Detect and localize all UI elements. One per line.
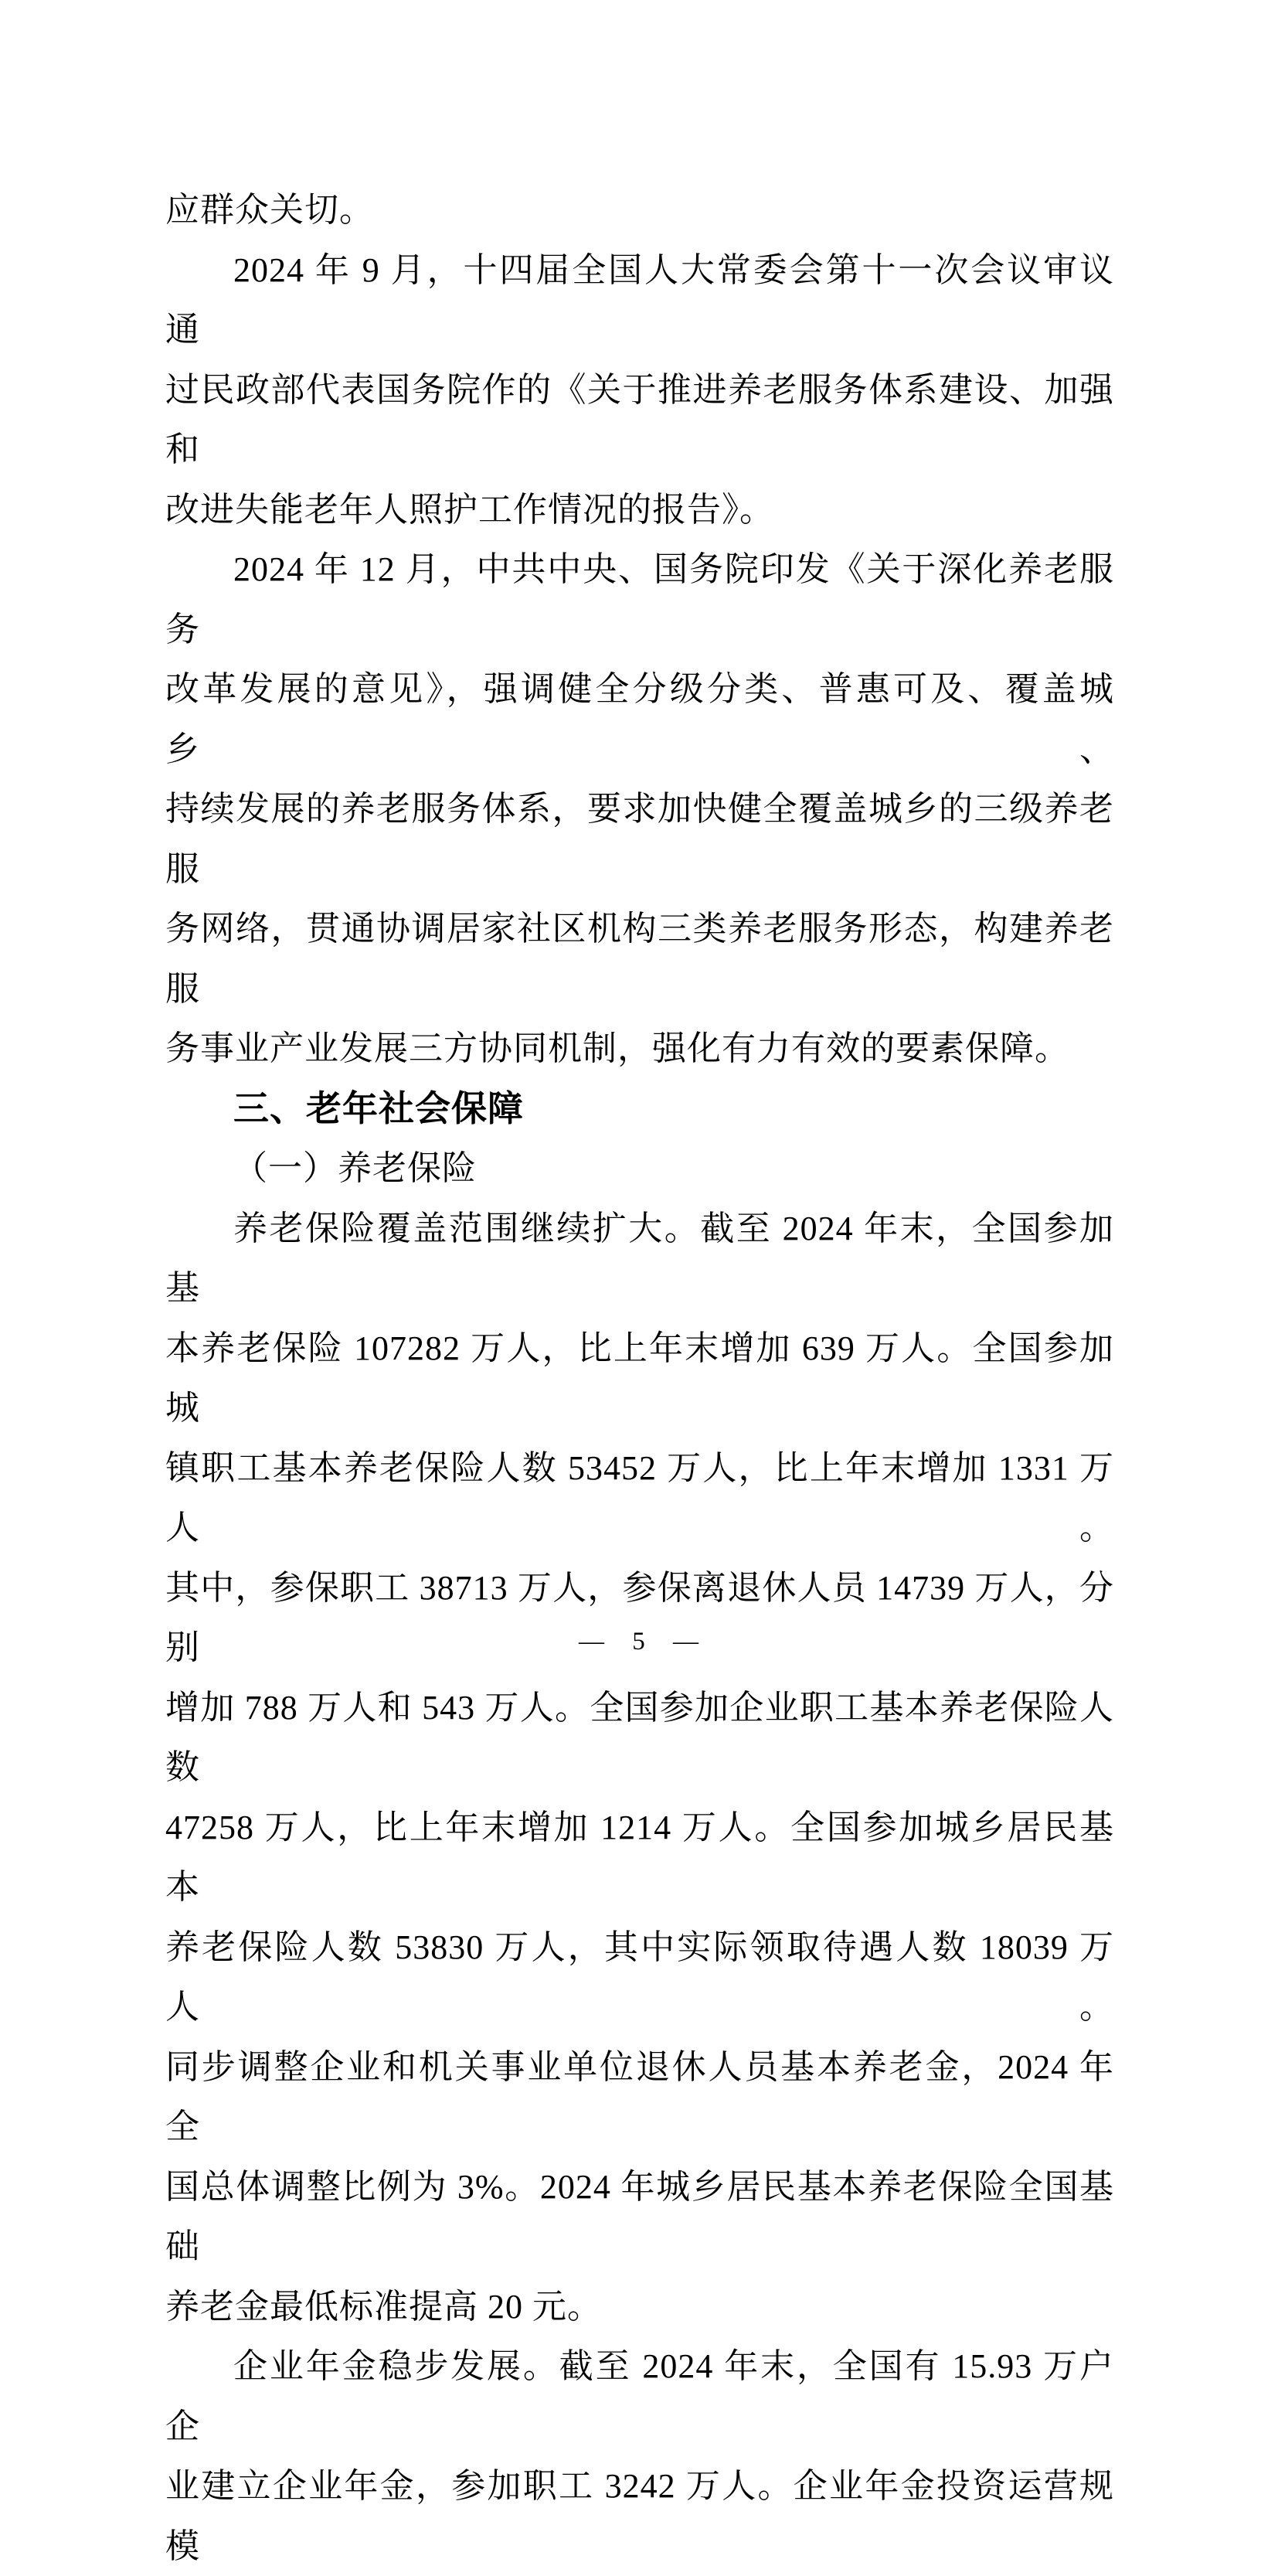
text-line: 增加 788 万人和 543 万人。全国参加企业职工基本养老保险人数 — [165, 1688, 1114, 1786]
text-line: 务事业产业发展三方协同机制，强化有力有效的要素保障。 — [165, 1029, 1069, 1067]
text-line: 47258 万人，比上年末增加 1214 万人。全国参加城乡居民基本 — [165, 1808, 1114, 1906]
text-line: 业建立企业年金，参加职工 3242 万人。企业年金投资运营规模 — [165, 2467, 1114, 2565]
text-line: 2024 年 9 月，十四届全国人大常委会第十一次会议审议通 — [165, 250, 1114, 349]
text-line: 同步调整企业和机关事业单位退休人员基本养老金，2024 年全 — [165, 2047, 1114, 2146]
text-line: 2024 年 12 月，中共中央、国务院印发《关于深化养老服务 — [165, 550, 1114, 648]
document-body — [165, 180, 1114, 2576]
text-line: 企业年金稳步发展。截至 2024 年末，全国有 15.93 万户企 — [165, 2347, 1114, 2445]
text-line: 改革发展的意见》，强调健全分级分类、普惠可及、覆盖城乡、 — [165, 670, 1114, 768]
text-line: 持续发展的养老服务体系，要求加快健全覆盖城乡的三级养老服 — [165, 790, 1114, 888]
subsection-heading: （一）养老保险 — [233, 1149, 477, 1187]
text-line: 务网络，贯通协调居家社区机构三类养老服务形态，构建养老服 — [165, 910, 1114, 1008]
text-line: 国总体调整比例为 3%。2024 年城乡居民基本养老保险全国基础 — [165, 2167, 1114, 2265]
text-line: 本养老保险 107282 万人，比上年末增加 639 万人。全国参加城 — [165, 1329, 1114, 1427]
text-line: 养老金最低标准提高 20 元。 — [165, 2287, 602, 2326]
page-number: — 5 — — [579, 1628, 699, 1656]
text-line: 改进失能老年人照护工作情况的报告》。 — [165, 490, 774, 529]
text-line: 应群众关切。 — [165, 191, 374, 229]
section-heading: 三、老年社会保障 — [233, 1087, 524, 1128]
text-line: 其中，参保职工 38713 万人，参保离退休人员 14739 万人，分别 — [165, 1568, 1114, 1666]
text-line: 过民政部代表国务院作的《关于推进养老服务体系建设、加强和 — [165, 370, 1114, 468]
text-line: 养老保险人数 53830 万人，其中实际领取待遇人数 18039 万人。 — [165, 1928, 1114, 2026]
text-line: 养老保险覆盖范围继续扩大。截至 2024 年末，全国参加基 — [165, 1209, 1114, 1307]
text-line: 镇职工基本养老保险人数 53452 万人，比上年末增加 1331 万人。 — [165, 1448, 1114, 1547]
